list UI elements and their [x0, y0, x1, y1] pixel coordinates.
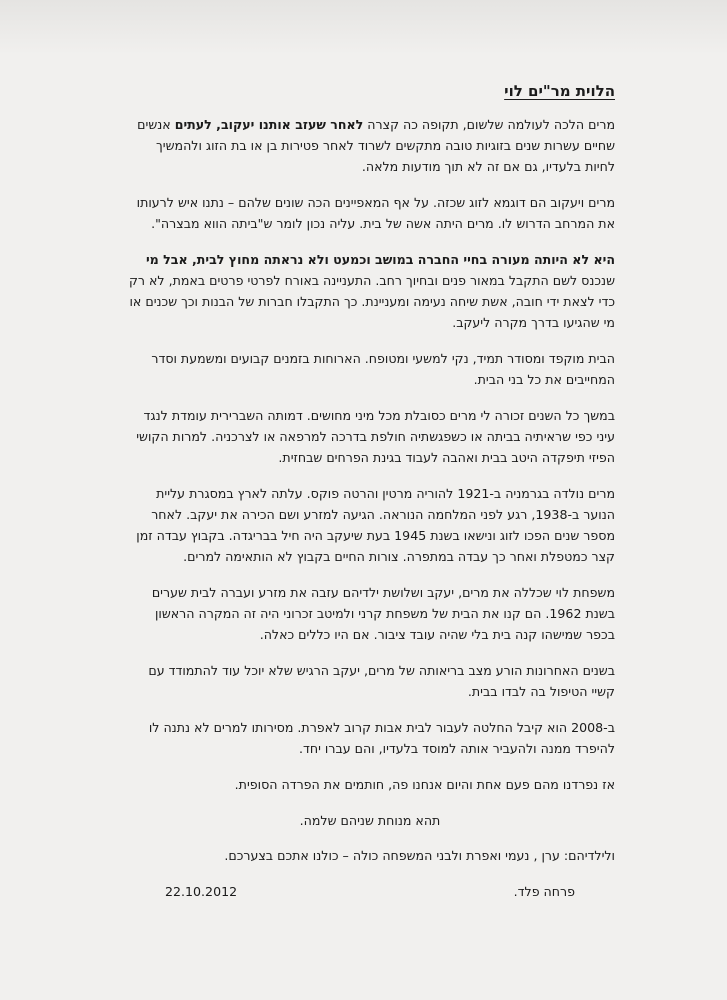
closing-line: תהא מנוחת שניהם שלמה. [299, 813, 441, 828]
paragraph-text: שנכנס לשם התקבל במאור פנים ובחיוך רחב. התעניינה באורח לפרטי פרטים באמת, לא רק כדי לצאת ידי חובה, אשת שיחה נעימה ומעניינת. כך התקבלו חברות של הבנות וכך שכנים או מי שהגיעו בדרך מקרה ליעקב. [128, 273, 615, 330]
paragraph [125, 774, 615, 795]
paragraph-text: משפחת לוי שכללה את מרים, יעקב ושלושת ילדיהם עזבה את מזרע ועברה לבית שערים בשנת 1962. הם קנו את הבית של משפחת קרני ולמיטב זכרוני היה זה המקרה הראשון בכפר שמישהו קנה בית בלי שהיה עובד ציבור. אם היו כללים כאלה. [151, 585, 615, 642]
family-line: ולילדיהם: ערן , נעמי ואפרת ולבני המשפחה כולה – כולנו אתכם בצערכם. [224, 848, 615, 863]
paragraph-text: הבית מוקפד ומסודר תמיד, נקי למשעי ומטופח. הארוחות בזמנים קבועים ומשמעת וסדר המחייבים את כל בני הבית. [151, 351, 615, 387]
paragraph-text: מרים ויעקוב הם דוגמא לזוג שכזה. על אף המאפיינים הכה שונים שלהם – נתנו איש לרעותו את המרחב הדרוש לו. מרים היתה אשה של בית. עליה נכון לומר ש"ביתה הווא מבצרה". [136, 195, 615, 231]
paragraph-text: לאחר שעזב אותנו יעקוב, לעתים [174, 117, 364, 132]
date: 22.10.2012 [165, 884, 238, 899]
paragraph [125, 192, 615, 234]
paragraph [125, 660, 615, 702]
paragraph [125, 249, 615, 333]
paragraph [125, 582, 615, 645]
paragraph [125, 348, 615, 390]
paragraph-text: אנשים שחיים עשרות שנים בזוגיות טובה מתקשים לשרוד לאחר פטירות בן או בת הזוג ולהמשיך לחיות בלעדיו, גם אם זה לא תוך מודעות מלאה. [137, 117, 615, 174]
paragraph [125, 717, 615, 759]
paragraphs [125, 114, 615, 795]
paragraph-text: במשך כל השנים זכורה לי מרים כסובלת מכל מיני מחושים. דמותה השברירית עומדת לנגד עיני כפי שראיתיה בביתה או כשפגשתיה חולפת בדרכה למרפאה או לצרכניה. למרות הקושי הפיזי תיפקדה היטב בבית ואהבה לעבוד בגינת הפרחים שבחזית. [136, 408, 615, 465]
signature-row [125, 881, 615, 902]
paragraph-text: בשנים האחרונות הורע מצב בריאותה של מרים, יעקב הרגיש שלא יוכל עוד להתמודד עם קשיי הטיפול בה לבדו בבית. [148, 663, 615, 699]
signature: פרחה פלד. [513, 884, 575, 899]
paragraph-text: אז נפרדנו מהם פעם אחת והיום אנחנו פה, חותמים את הפרדה הסופית. [234, 777, 615, 792]
paragraph-text: ב-2008 הוא קיבל החלטה לעבור לבית אבות קרוב לאפרת. מסירותו למרים לא נתנה לו להיפרד ממנה ולהעביר אותה למוסד בלעדיו, והם עברו יחד. [148, 720, 615, 756]
paragraph-text: היא לא היותה מעורה בחיי החברה במושב וכמעט ולא נראתה מחוץ לבית, אבל מי [145, 252, 615, 267]
paragraph-text: מרים הלכה לעולמה שלשום, תקופה כה קצרה [363, 117, 615, 132]
paragraph [125, 483, 615, 567]
paragraph [125, 405, 615, 468]
document-body [125, 82, 615, 902]
document-title: הלוית מר"ים לוי [504, 82, 615, 100]
paragraph [125, 114, 615, 177]
paragraph-text: מרים נולדה בגרמניה ב-1921 להוריה מרטין והרטה פוקס. עלתה לארץ במסגרת עליית הנוער ב-1938, רגע לפני המלחמה הנוראה. הגיעה למזרע ושם הכירה את יעקב. לאחר מספר שנים הפכו לזוג ונישאו בשנת 1945 בעת שיעקב היה חיל בבריגדה. בקבוץ עבדה זמן קצר כמטפלת ואחר כך עבדה במתפרה. צורות החיים בקבוץ לא הותאימה למרים. [136, 486, 615, 564]
scan-shadow [0, 0, 727, 55]
